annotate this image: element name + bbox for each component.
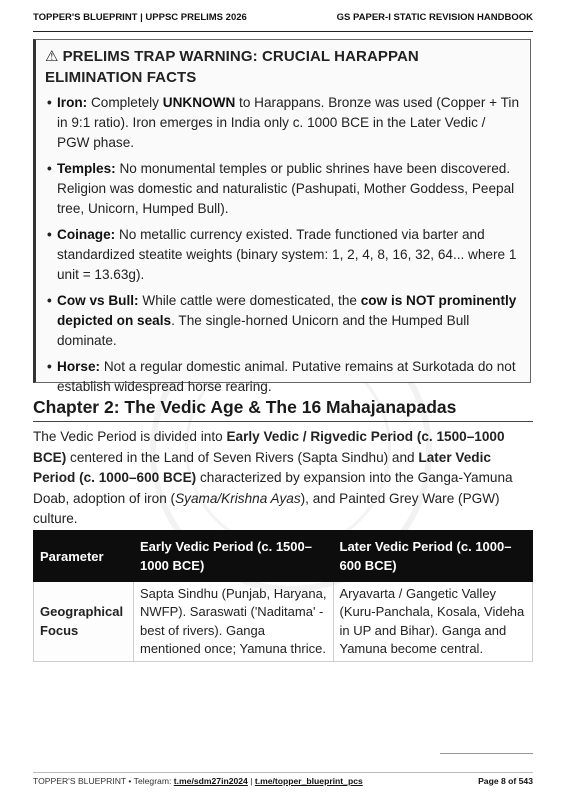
warning-icon: ⚠ <box>45 48 59 65</box>
header-divider <box>33 31 533 32</box>
column-header-early-vedic: Early Vedic Period (c. 1500–1000 BCE) <box>133 531 333 582</box>
header-right-title: GS PAPER-I STATIC REVISION HANDBOOK <box>336 12 533 23</box>
page-number: Page 8 of 543 <box>478 776 533 786</box>
footer-short-divider <box>440 753 533 754</box>
telegram-link-blueprint[interactable]: t.me/topper_blueprint_pcs <box>254 776 363 786</box>
later-vedic-cell: Aryavarta / Gangetic Valley (Kuru-Panchala, Kosala, Videha in UP and Bihar). Ganga and Yamuna become central. <box>333 582 533 662</box>
bullet-icon: • <box>47 161 52 176</box>
trap-fact-list <box>45 93 520 397</box>
header-left-title: TOPPER'S BLUEPRINT | UPPSC PRELIMS 2026 <box>33 12 247 23</box>
list-item-coinage: • Coinage: No metallic currency existed. Trade functioned via barter and standardized steatite weights (binary system: 1, 2, 4, 8, 16, 32, 64... where 1 unit = 13.63g). <box>47 227 517 282</box>
row-parameter-cell: Geographical Focus <box>34 582 134 662</box>
telegram-link-sdm[interactable]: t.me/sdm27in2024 <box>173 776 248 786</box>
column-header-later-vedic: Later Vedic Period (c. 1000–600 BCE) <box>333 531 533 582</box>
bullet-icon: • <box>47 293 52 308</box>
page-header <box>33 12 533 32</box>
footer-divider <box>33 772 533 773</box>
bullet-icon: • <box>47 95 52 110</box>
bullet-icon: • <box>47 359 52 374</box>
chapter-intro-paragraph: The Vedic Period is divided into Early Vedic / Rigvedic Period (c. 1500–1000 BCE) centered in the Land of Seven Rivers (Sapta Sindhu) and Later Vedic Period (c. 1000–600 BCE) characterized by expansion into the Ganga-Yamuna Doab, adoption of iron (Syama/Krishna Ayas), and Painted Grey Ware (PGW) culture. <box>33 429 513 527</box>
bullet-icon: • <box>47 227 52 242</box>
list-item-cow-vs-bull: • Cow vs Bull: While cattle were domesticated, the cow is NOT prominently depicted on seals. The single-horned Unicorn and the Humped Bull dominate. <box>47 293 517 348</box>
chapter-divider <box>33 421 533 422</box>
footer-telegram-line: TOPPER'S BLUEPRINT • Telegram: t.me/sdm27in2024 | t.me/topper_blueprint_pcs <box>33 776 363 786</box>
vedic-comparison-table <box>33 530 533 662</box>
trap-warning-title: ⚠ PRELIMS TRAP WARNING: CRUCIAL HARAPPAN ELIMINATION FACTS <box>45 48 419 86</box>
list-item-iron: • Iron: Completely UNKNOWN to Harappans. Bronze was used (Copper + Tin in 9:1 ratio). Iron emerges in India only c. 1000 BCE in the Later Vedic / PGW phase. <box>47 95 520 150</box>
page-footer <box>33 776 533 786</box>
early-vedic-cell: Sapta Sindhu (Punjab, Haryana, NWFP). Saraswati ('Naditama' - best of rivers). Ganga mentioned once; Yamuna thrice. <box>133 582 333 662</box>
list-item-temples: • Temples: No monumental temples or public shrines have been discovered. Religion was domestic and naturalistic (Pashupati, Mother Goddess, Peepal tree, Unicorn, Humped Bull). <box>47 161 515 216</box>
table-row <box>34 582 533 662</box>
column-header-parameter: Parameter <box>34 531 134 582</box>
trap-warning-box <box>33 39 531 394</box>
list-item-horse: • Horse: Not a regular domestic animal. Putative remains at Surkotada do not establish widespread horse rearing. <box>47 359 516 394</box>
chapter-heading: Chapter 2: The Vedic Age & The 16 Mahajanapadas <box>33 397 457 417</box>
table-header-row <box>34 531 533 582</box>
